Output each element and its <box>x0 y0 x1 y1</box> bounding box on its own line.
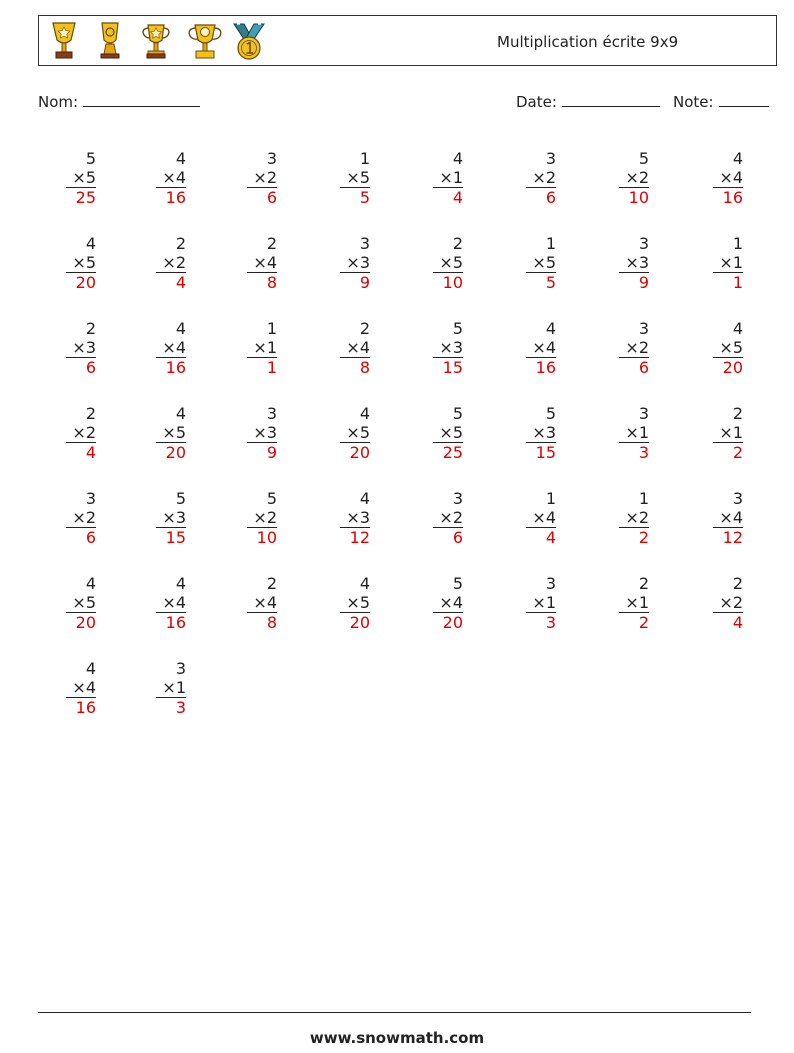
answer: 8 <box>266 273 277 292</box>
problem <box>156 149 186 207</box>
multiplicand: 2 <box>638 574 649 593</box>
answer: 6 <box>638 358 649 377</box>
multiplier: ×1 <box>247 338 277 358</box>
multiplicand: 4 <box>452 149 463 168</box>
multiplicand: 2 <box>359 319 370 338</box>
multiplier: ×4 <box>156 593 186 613</box>
answer: 12 <box>722 528 743 547</box>
multiplicand: 5 <box>452 404 463 423</box>
answer: 20 <box>165 443 186 462</box>
multiplier: ×5 <box>156 423 186 443</box>
problem <box>247 489 277 547</box>
multiplicand: 1 <box>545 234 556 253</box>
multiplicand: 2 <box>732 404 743 423</box>
answer: 20 <box>722 358 743 377</box>
answer: 16 <box>722 188 743 207</box>
answer: 5 <box>359 188 370 207</box>
multiplicand: 3 <box>638 234 649 253</box>
problem <box>66 659 96 717</box>
multiplier: ×5 <box>433 423 463 443</box>
multiplicand: 5 <box>545 404 556 423</box>
problem <box>156 659 186 717</box>
answer: 4 <box>175 273 186 292</box>
header-box <box>38 15 777 66</box>
multiplier: ×5 <box>66 253 96 273</box>
problem <box>156 404 186 462</box>
multiplier: ×4 <box>66 678 96 698</box>
multiplier: ×4 <box>433 593 463 613</box>
problem <box>526 319 556 377</box>
multiplicand: 2 <box>85 404 96 423</box>
multiplier: ×1 <box>713 253 743 273</box>
problem <box>433 234 463 292</box>
medal-icon <box>231 20 267 62</box>
multiplicand: 5 <box>175 489 186 508</box>
multiplier: ×2 <box>619 168 649 188</box>
multiplicand: 4 <box>359 489 370 508</box>
problem <box>433 319 463 377</box>
multiplicand: 2 <box>85 319 96 338</box>
answer: 2 <box>732 443 743 462</box>
problem <box>713 234 743 292</box>
problem <box>66 489 96 547</box>
multiplier: ×5 <box>340 593 370 613</box>
answer: 20 <box>442 613 463 632</box>
multiplier: ×3 <box>247 423 277 443</box>
answer: 4 <box>85 443 96 462</box>
problem <box>66 319 96 377</box>
multiplicand: 3 <box>359 234 370 253</box>
multiplier: ×2 <box>247 508 277 528</box>
answer: 4 <box>732 613 743 632</box>
answer: 20 <box>349 443 370 462</box>
answer: 25 <box>442 443 463 462</box>
date-field[interactable] <box>516 92 660 111</box>
answer: 2 <box>638 528 649 547</box>
problem <box>156 234 186 292</box>
multiplier: ×2 <box>526 168 556 188</box>
answer: 9 <box>359 273 370 292</box>
problem <box>619 234 649 292</box>
problem <box>713 319 743 377</box>
problem <box>66 149 96 207</box>
footer-url: www.snowmath.com <box>309 1029 485 1047</box>
multiplicand: 4 <box>732 319 743 338</box>
multiplier: ×4 <box>156 168 186 188</box>
multiplier: ×5 <box>340 423 370 443</box>
cup-icon <box>93 20 127 62</box>
multiplier: ×1 <box>713 423 743 443</box>
multiplier: ×5 <box>526 253 556 273</box>
problem <box>156 574 186 632</box>
multiplicand: 5 <box>452 574 463 593</box>
multiplier: ×3 <box>526 423 556 443</box>
answer: 3 <box>545 613 556 632</box>
problem <box>340 574 370 632</box>
multiplicand: 1 <box>638 489 649 508</box>
multiplier: ×3 <box>66 338 96 358</box>
multiplier: ×4 <box>526 338 556 358</box>
multiplier: ×1 <box>433 168 463 188</box>
multiplier: ×2 <box>713 593 743 613</box>
multiplier: ×3 <box>619 253 649 273</box>
name-field[interactable] <box>38 92 200 111</box>
multiplier: ×3 <box>340 253 370 273</box>
answer: 6 <box>545 188 556 207</box>
answer: 16 <box>535 358 556 377</box>
multiplicand: 4 <box>85 574 96 593</box>
answer: 5 <box>545 273 556 292</box>
multiplier: ×2 <box>156 253 186 273</box>
multiplicand: 1 <box>359 149 370 168</box>
multiplier: ×4 <box>713 168 743 188</box>
multiplier: ×1 <box>526 593 556 613</box>
winner-cup-icon <box>186 20 224 62</box>
multiplicand: 4 <box>175 574 186 593</box>
problem <box>526 149 556 207</box>
score-label: Note: <box>673 93 714 111</box>
problem <box>526 404 556 462</box>
problem <box>713 489 743 547</box>
problem <box>340 149 370 207</box>
multiplier: ×1 <box>156 678 186 698</box>
multiplier: ×2 <box>433 508 463 528</box>
answer: 6 <box>85 528 96 547</box>
multiplicand: 1 <box>732 234 743 253</box>
multiplier: ×4 <box>247 253 277 273</box>
multiplicand: 4 <box>359 404 370 423</box>
answer: 4 <box>452 188 463 207</box>
multiplier: ×1 <box>619 593 649 613</box>
problem <box>433 489 463 547</box>
problem <box>247 404 277 462</box>
answer: 20 <box>349 613 370 632</box>
answer: 16 <box>75 698 96 717</box>
multiplicand: 4 <box>175 319 186 338</box>
multiplicand: 2 <box>266 234 277 253</box>
problem <box>526 234 556 292</box>
multiplicand: 1 <box>266 319 277 338</box>
problem <box>713 574 743 632</box>
answer: 1 <box>732 273 743 292</box>
problem <box>526 574 556 632</box>
footer-divider <box>38 1012 751 1013</box>
answer: 3 <box>638 443 649 462</box>
multiplicand: 2 <box>266 574 277 593</box>
problem <box>526 489 556 547</box>
multiplicand: 5 <box>638 149 649 168</box>
name-blank[interactable] <box>83 92 200 107</box>
multiplier: ×2 <box>619 508 649 528</box>
answer: 10 <box>256 528 277 547</box>
multiplicand: 4 <box>545 319 556 338</box>
problem <box>619 404 649 462</box>
multiplicand: 3 <box>452 489 463 508</box>
problem <box>713 404 743 462</box>
answer: 25 <box>75 188 96 207</box>
multiplicand: 3 <box>732 489 743 508</box>
name-label: Nom: <box>38 93 79 111</box>
answer: 10 <box>442 273 463 292</box>
multiplicand: 4 <box>359 574 370 593</box>
problem <box>433 149 463 207</box>
problem <box>156 319 186 377</box>
trophy-icon <box>47 20 81 62</box>
problem <box>66 404 96 462</box>
problem <box>156 489 186 547</box>
answer: 16 <box>165 613 186 632</box>
multiplicand: 4 <box>175 404 186 423</box>
multiplier: ×4 <box>526 508 556 528</box>
multiplicand: 1 <box>545 489 556 508</box>
problem <box>340 319 370 377</box>
answer: 6 <box>452 528 463 547</box>
problem <box>433 574 463 632</box>
answer: 16 <box>165 358 186 377</box>
answer: 6 <box>266 188 277 207</box>
answer: 20 <box>75 613 96 632</box>
multiplicand: 4 <box>732 149 743 168</box>
answer: 9 <box>266 443 277 462</box>
answer: 4 <box>545 528 556 547</box>
multiplier: ×3 <box>433 338 463 358</box>
multiplicand: 5 <box>85 149 96 168</box>
multiplicand: 4 <box>85 659 96 678</box>
problem <box>619 319 649 377</box>
answer: 12 <box>349 528 370 547</box>
problem <box>619 489 649 547</box>
multiplier: ×4 <box>713 508 743 528</box>
answer: 2 <box>638 613 649 632</box>
multiplicand: 3 <box>638 319 649 338</box>
problem <box>340 234 370 292</box>
multiplicand: 3 <box>85 489 96 508</box>
multiplicand: 3 <box>266 149 277 168</box>
multiplicand: 3 <box>175 659 186 678</box>
multiplier: ×4 <box>340 338 370 358</box>
multiplier: ×2 <box>66 423 96 443</box>
problem <box>713 149 743 207</box>
answer: 6 <box>85 358 96 377</box>
multiplicand: 4 <box>85 234 96 253</box>
multiplier: ×2 <box>247 168 277 188</box>
answer: 3 <box>175 698 186 717</box>
date-label: Date: <box>516 93 557 111</box>
multiplier: ×5 <box>66 593 96 613</box>
problem <box>247 574 277 632</box>
multiplier: ×2 <box>66 508 96 528</box>
multiplier: ×3 <box>340 508 370 528</box>
multiplicand: 5 <box>452 319 463 338</box>
problem <box>433 404 463 462</box>
multiplicand: 3 <box>266 404 277 423</box>
star-trophy-icon <box>139 20 173 62</box>
sheet-title: Multiplication écrite 9x9 <box>497 33 679 51</box>
multiplier: ×3 <box>156 508 186 528</box>
problem <box>247 234 277 292</box>
problem <box>66 234 96 292</box>
answer: 20 <box>75 273 96 292</box>
answer: 1 <box>266 358 277 377</box>
multiplier: ×5 <box>713 338 743 358</box>
answer: 15 <box>535 443 556 462</box>
multiplier: ×4 <box>247 593 277 613</box>
answer: 15 <box>442 358 463 377</box>
answer: 10 <box>628 188 649 207</box>
score-blank[interactable] <box>719 92 769 107</box>
multiplier: ×5 <box>433 253 463 273</box>
answer: 16 <box>165 188 186 207</box>
problem <box>340 489 370 547</box>
score-field[interactable] <box>673 92 769 111</box>
multiplicand: 3 <box>638 404 649 423</box>
multiplicand: 3 <box>545 574 556 593</box>
date-blank[interactable] <box>562 92 660 107</box>
multiplier: ×5 <box>66 168 96 188</box>
multiplicand: 4 <box>175 149 186 168</box>
problem <box>619 574 649 632</box>
answer: 9 <box>638 273 649 292</box>
answer: 15 <box>165 528 186 547</box>
answer: 8 <box>359 358 370 377</box>
problem <box>247 149 277 207</box>
problem <box>66 574 96 632</box>
multiplier: ×1 <box>619 423 649 443</box>
multiplicand: 2 <box>175 234 186 253</box>
multiplier: ×2 <box>619 338 649 358</box>
multiplier: ×4 <box>156 338 186 358</box>
problem <box>247 319 277 377</box>
multiplier: ×5 <box>340 168 370 188</box>
multiplicand: 2 <box>452 234 463 253</box>
multiplicand: 3 <box>545 149 556 168</box>
multiplicand: 5 <box>266 489 277 508</box>
multiplicand: 2 <box>732 574 743 593</box>
problem <box>619 149 649 207</box>
answer: 8 <box>266 613 277 632</box>
problem <box>340 404 370 462</box>
